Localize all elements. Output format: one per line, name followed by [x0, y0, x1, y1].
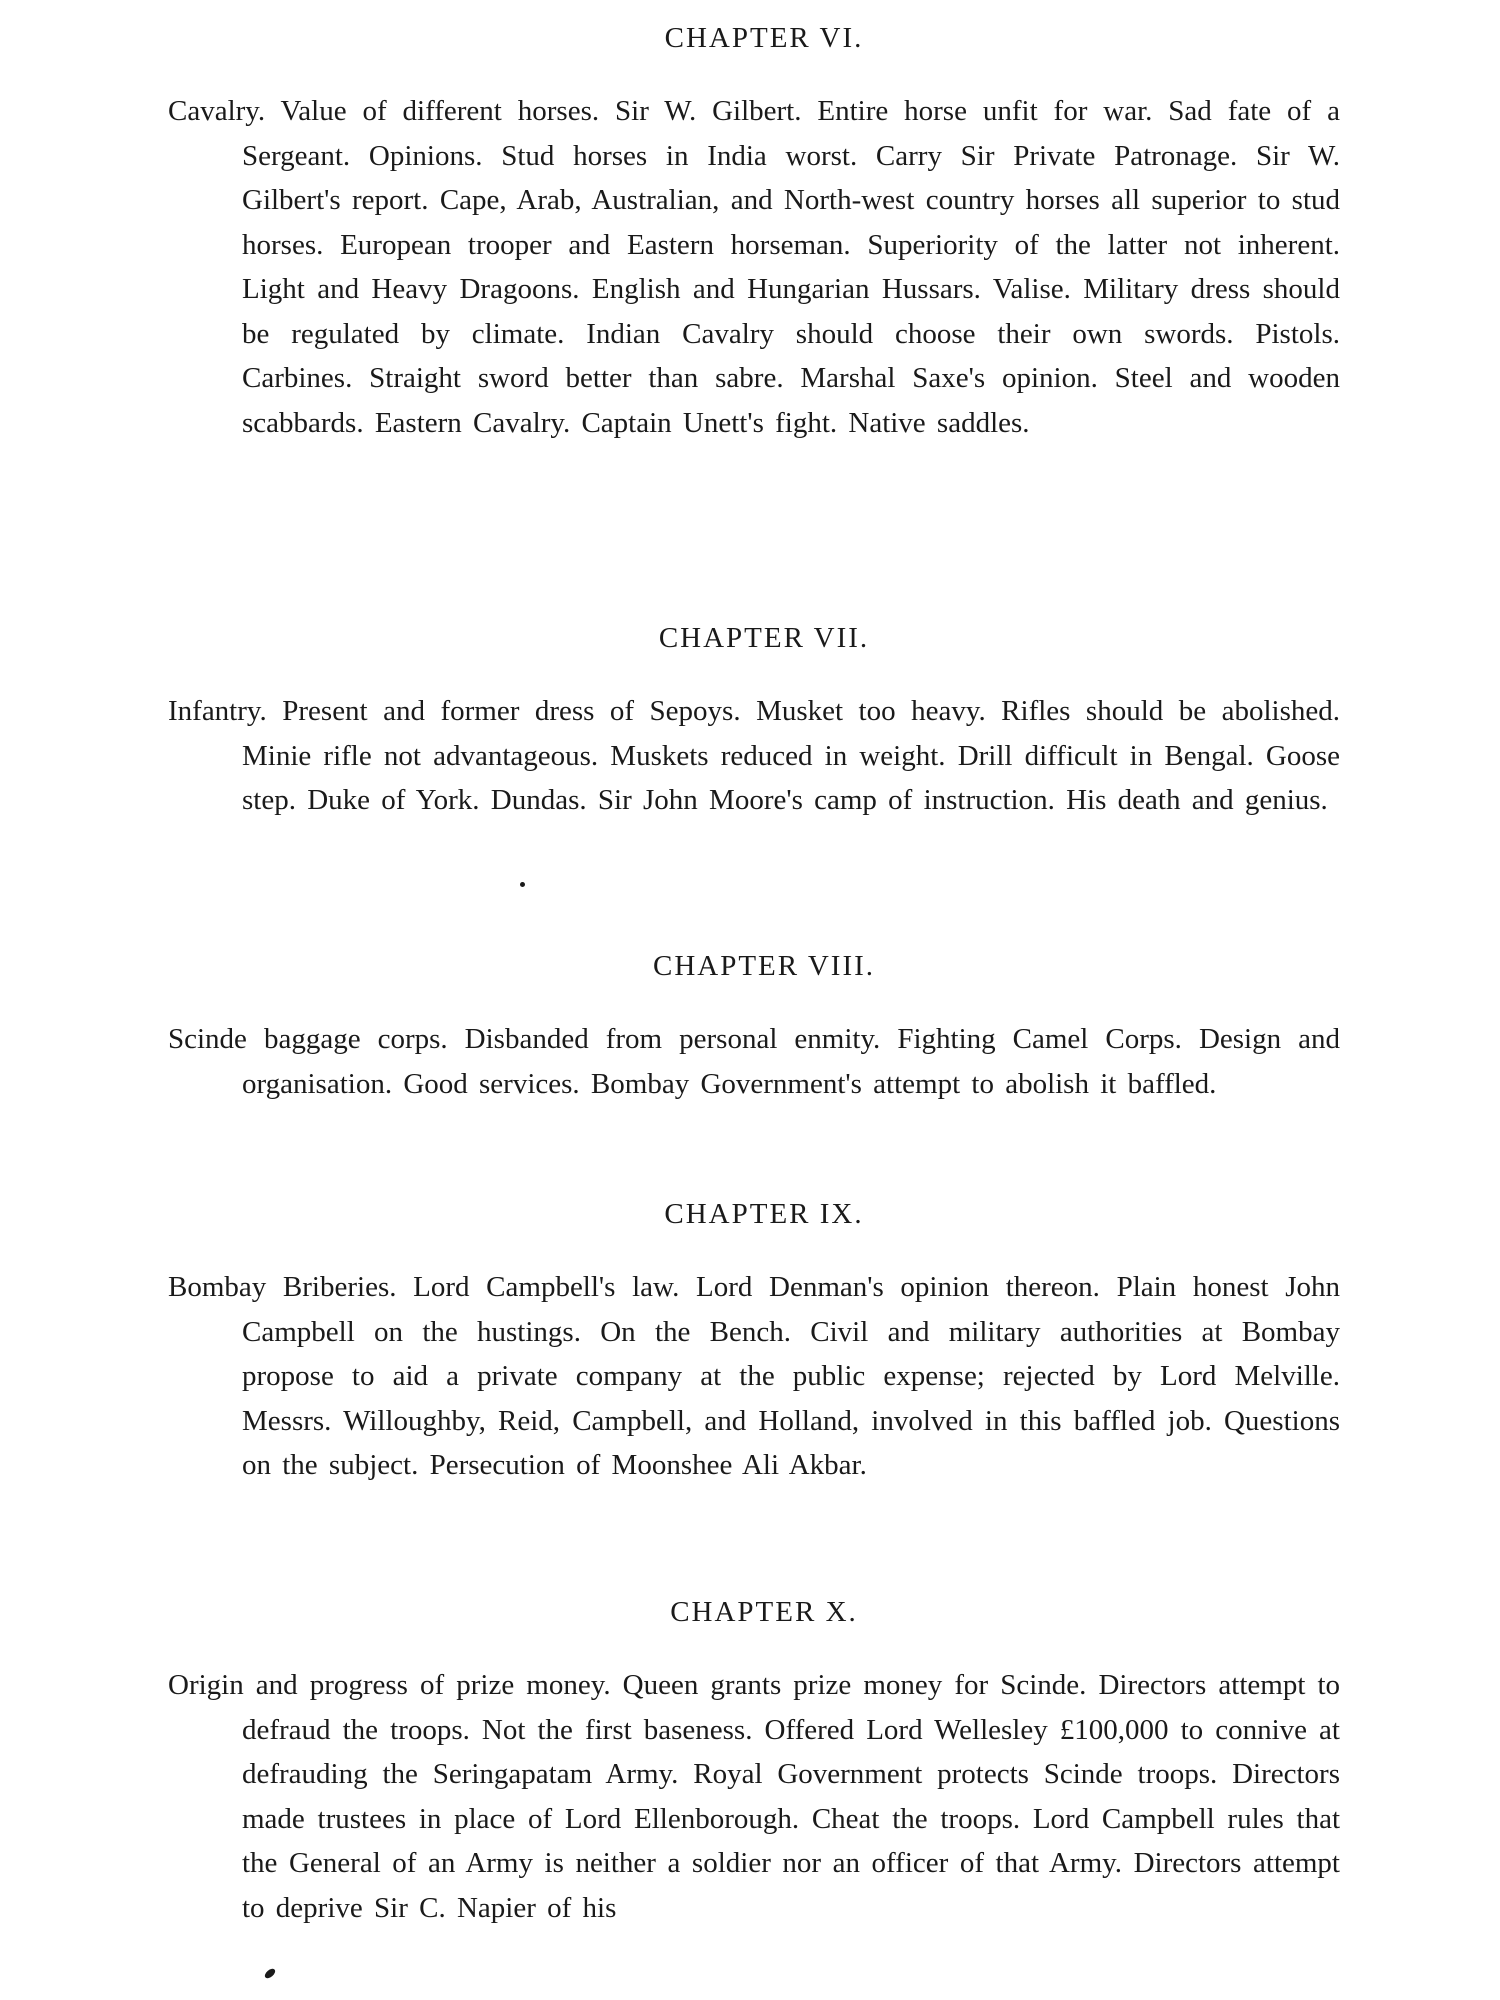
chapter-ix: [168, 1198, 1340, 1488]
chapter-vii: [168, 622, 1340, 823]
chapter-title: CHAPTER VIII.: [652, 950, 876, 982]
chapter-summary: Cavalry. Value of different horses. Sir W. Gilbert. Entire horse unfit for war. Sad fate of a Sergeant. Opinions. Stud horses in India worst. Carry Sir Private Patronage. Sir W. Gilbert's report. Cape, Arab, Australian, and North-west country horses all superior to stud horses. European trooper and Eastern horseman. Superiority of the latter not inherent. Light and Heavy Dragoons. English and Hungarian Hussars. Valise. Military dress should be regulated by climate. Indian Cavalry should choose their own swords. Pistols. Carbines. Straight sword better than sabre. Marshal Saxe's opinion. Steel and wooden scabbards. Eastern Cavalry. Captain Unett's fight. Native saddles.: [168, 95, 1340, 439]
chapter-title: CHAPTER VI.: [664, 22, 864, 54]
chapter-summary: Bombay Briberies. Lord Campbell's law. Lord Denman's opinion thereon. Plain honest John Campbell on the hustings. On the Bench. Civil and military authorities at Bombay propose to aid a private company at the public expense; rejected by Lord Melville. Messrs. Willoughby, Reid, Campbell, and Holland, involved in this baffled job. Questions on the subject. Persecution of Moonshee Ali Akbar.: [168, 1271, 1340, 1481]
chapter-summary: Scinde baggage corps. Disbanded from personal enmity. Fighting Camel Corps. Design and organisation. Good services. Bombay Government's attempt to abolish it baffled.: [168, 1023, 1340, 1100]
chapter-title: CHAPTER VII.: [658, 622, 870, 654]
chapter-viii: [168, 950, 1340, 1106]
chapter-summary: Infantry. Present and former dress of Sepoys. Musket too heavy. Rifles should be abolished. Minie rifle not advantageous. Muskets reduced in weight. Drill difficult in Bengal. Goose step. Duke of York. Dundas. Sir John Moore's camp of instruction. His death and genius.: [168, 695, 1340, 816]
chapter-title: CHAPTER IX.: [664, 1198, 864, 1230]
chapter-summary: Origin and progress of prize money. Queen grants prize money for Scinde. Directors attempt to defraud the troops. Not the first baseness. Offered Lord Wellesley £100,000 to connive at defrauding the Seringapatam Army. Royal Government protects Scinde troops. Directors made trustees in place of Lord Ellenborough. Cheat the troops. Lord Campbell rules that the General of an Army is neither a soldier nor an officer of that Army. Directors attempt to deprive Sir C. Napier of his: [168, 1669, 1340, 1924]
ink-speck: [520, 882, 525, 887]
chapter-vi: [168, 22, 1340, 445]
chapter-title: CHAPTER X.: [670, 1596, 858, 1628]
chapter-x: [168, 1596, 1340, 1930]
ink-speck: [263, 1967, 277, 1980]
